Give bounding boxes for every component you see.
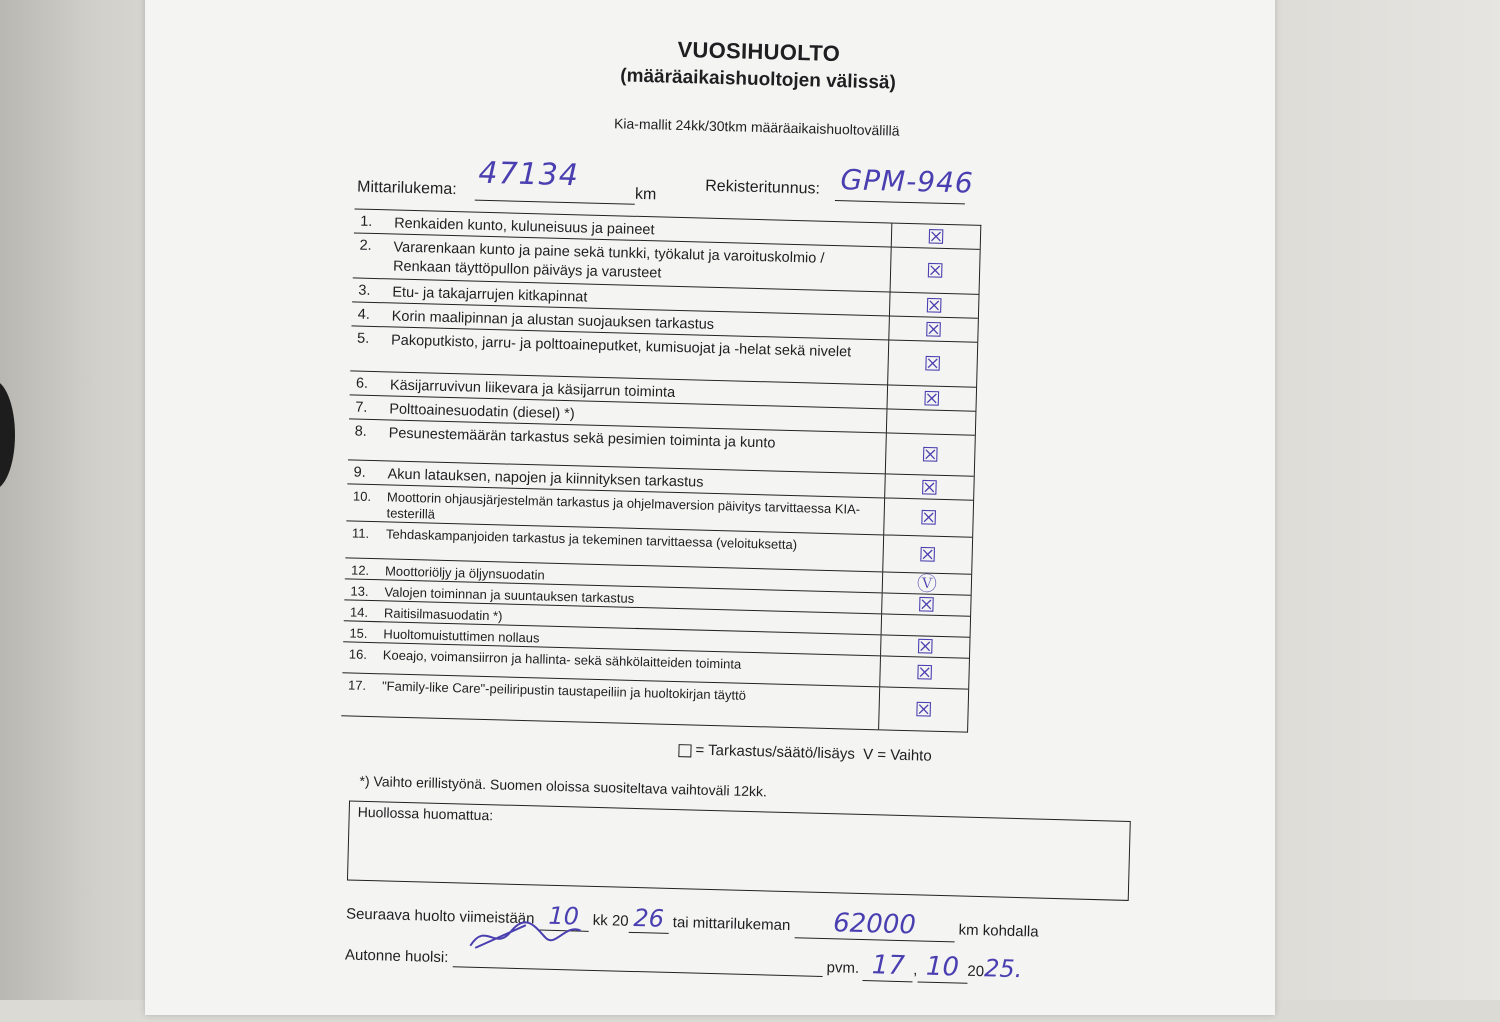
checklist-item-number: 17.	[347, 677, 367, 693]
checklist-item-number: 7.	[355, 399, 368, 416]
next-service-label: Seuraava huolto viimeistään	[345, 905, 535, 928]
checklist-item-text: Etu- ja takajarrujen kitkapinnat	[392, 284, 588, 306]
checklist-item-number: 6.	[355, 375, 369, 392]
checklist-item-checkbox	[880, 635, 969, 657]
check-mark-icon: ☒	[923, 351, 942, 376]
checklist-item-text: Akun latauksen, napojen ja kiinnityksen tarkastus	[387, 466, 704, 491]
checklist-item-text: Moottorin ohjausjärjestelmän tarkastus ja ohjelmaversion päivitys tarvittaessa KIA-testerillä	[386, 489, 861, 522]
checklist-item-number: 9.	[353, 464, 366, 481]
next-service-kk: kk 20	[592, 911, 629, 930]
checklist-item-checkbox	[883, 498, 973, 536]
checklist-item-number: 11.	[351, 525, 370, 541]
checklist-item-number: 10.	[352, 488, 372, 504]
checklist-item-number: 5.	[356, 330, 370, 347]
checklist-item-text: Raitisilmasuodatin *)	[383, 605, 503, 624]
check-mark-icon: ☒	[922, 385, 942, 411]
meter-underline	[475, 200, 635, 205]
checklist-item-text: Käsijarruvivun liikevara ja käsijarrun toiminta	[389, 377, 676, 401]
serviced-by-line: Autonne huolsi: pvm. 17 , 10 2025.	[344, 946, 1023, 984]
next-service-year: 26	[628, 904, 669, 934]
check-mark-icon: ☒	[919, 505, 938, 530]
form-subtitle: (määräaikaishuoltojen välissä)	[620, 65, 897, 94]
checklist-item-number: 16.	[348, 646, 368, 662]
checklist-item-checkbox	[881, 593, 970, 615]
checklist-item-text: Korin maalipinnan ja alustan suojauksen tarkastus	[391, 308, 715, 333]
checklist-item-number: 13.	[350, 583, 369, 599]
checklist-item-checkbox	[891, 224, 981, 249]
date-year: 25.	[983, 954, 1023, 984]
checklist-item-number: 12.	[350, 562, 370, 578]
checklist-item-checkbox	[886, 385, 976, 410]
date-label: pvm.	[826, 959, 860, 977]
notes-box	[347, 801, 1131, 901]
checklist-item-checkbox	[881, 614, 970, 636]
check-mark-icon: ☒	[924, 316, 943, 342]
check-mark-icon: ☒	[915, 660, 934, 685]
form-models-note: Kia-mallit 24kk/30tkm määräaikaishuoltovälillä	[613, 115, 900, 139]
check-mark-icon: ☒	[917, 592, 936, 617]
next-service-month: 10	[538, 902, 589, 932]
next-service-or-meter: tai mittarilukeman	[672, 914, 791, 935]
checklist-item-text: Polttoainesuodatin (diesel) *)	[389, 401, 575, 423]
checklist-item-text: Koeajo, voimansiirron ja hallinta- sekä sähkölaitteiden toiminta	[382, 647, 742, 672]
checklist-item-checkbox	[879, 656, 969, 688]
checklist-item-checkbox	[889, 292, 979, 317]
check-mark-icon: ☒	[924, 292, 944, 318]
meter-unit: km	[634, 185, 657, 204]
registration-label: Rekisteritunnus:	[705, 177, 821, 198]
registration-value: GPM-946	[840, 163, 975, 200]
checklist-item-checkbox	[882, 535, 972, 573]
check-mark-icon: ☒	[915, 634, 935, 659]
checklist-item-text: Valojen toiminnan ja suuntauksen tarkastus	[384, 584, 635, 606]
checklist-item-text: Renkaiden kunto, kuluneisuus ja paineet	[393, 215, 655, 239]
background-right	[1240, 0, 1500, 1000]
background-left	[0, 0, 160, 1000]
check-mark-icon: ☒	[918, 542, 937, 567]
check-mark-icon: ☒	[920, 474, 939, 500]
checklist-item-text: Tehdaskampanjoiden tarkastus ja tekeminen tarvittaessa (veloituksetta)	[385, 526, 798, 553]
checklist-item-number: 4.	[357, 306, 371, 323]
footnote: *) Vaihto erillistyönä. Suomen oloissa suositeltava vaihtoväli 12kk.	[359, 772, 768, 800]
meter-label: Mittarilukema:	[356, 178, 457, 199]
legend-check: = Tarkastus/säätö/lisäys	[695, 741, 856, 763]
checklist-item-number: 3.	[358, 282, 371, 299]
checklist-item-number: 15.	[349, 625, 368, 641]
service-form	[314, 0, 1210, 1022]
checklist-item-text: Pesunestemäärän tarkastus sekä pesimien toiminta ja kunto	[388, 425, 776, 452]
next-service-line	[346, 895, 1039, 944]
registration-underline	[835, 200, 965, 204]
check-mark-icon: ☒	[926, 223, 946, 249]
checklist-item-number: 14.	[349, 604, 369, 620]
check-mark-icon: ☒	[925, 258, 945, 283]
next-service-km-suffix: km kohdalla	[958, 921, 1039, 941]
check-mark-icon: Ⓥ	[916, 571, 938, 596]
checklist-item-number: 8.	[354, 423, 368, 440]
legend	[678, 741, 932, 765]
check-mark-icon: ☒	[914, 697, 933, 722]
checkbox-legend-icon	[678, 744, 691, 757]
checklist-item-text: Moottoriöljy ja öljynsuodatin	[384, 563, 545, 583]
form-title: VUOSIHUOLTO	[677, 36, 841, 67]
checklist-item-checkbox	[885, 433, 975, 475]
checklist-item-checkbox	[887, 340, 977, 386]
checklist-item-number: 1.	[359, 213, 373, 230]
check-mark-icon: ☒	[921, 442, 940, 467]
meter-value: 47134	[478, 155, 580, 194]
checklist-item-checkbox	[884, 474, 974, 499]
date-year-prefix: 20	[967, 962, 985, 981]
checklist-item-text: Pakoputkisto, jarru- ja polttoaineputket, kumisuojat ja -helat sekä nivelet	[390, 332, 852, 361]
checklist-item-checkbox	[886, 409, 976, 434]
date-month: 10	[917, 951, 968, 983]
checklist-item-text: "Family-like Care"-peiliripustin taustapeiliin ja huoltokirjan täyttö	[381, 678, 747, 703]
checklist-item-checkbox	[890, 248, 980, 294]
checklist-item-number: 2.	[359, 237, 372, 254]
next-service-km: 62000	[794, 907, 955, 942]
checklist-item-text: Huoltomuistuttimen nollaus	[383, 626, 540, 646]
checklist-item-checkbox	[888, 316, 978, 341]
serviced-by-label: Autonne huolsi:	[344, 946, 449, 967]
checklist-item-text: Vararenkaan kunto ja paine sekä tunkki, työkalut ja varoituskolmio / Renkaan täyttöpullon päiväys ja varusteet	[392, 239, 825, 282]
checklist-item-checkbox	[878, 687, 968, 731]
signature-icon	[465, 916, 586, 959]
legend-change: V = Vaihto	[862, 745, 932, 765]
checklist-item-checkbox	[882, 572, 971, 594]
service-checklist	[341, 208, 981, 732]
date-day: 17	[863, 950, 914, 982]
notes-label: Huollossa huomattua:	[357, 803, 494, 824]
